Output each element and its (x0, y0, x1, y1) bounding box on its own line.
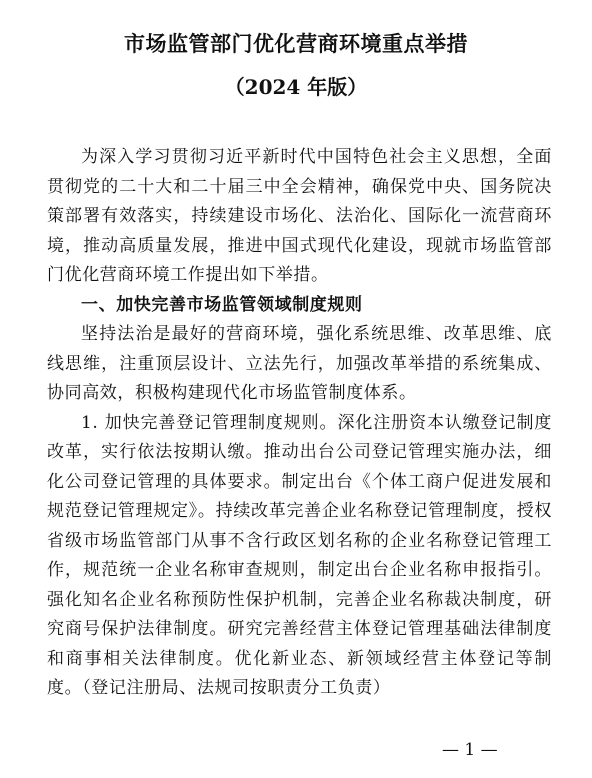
intro-paragraph: 为深入学习贯彻习近平新时代中国特色社会主义思想，全面贯彻党的二十大和二十届三中全会精神，确保党中央、国务院决策部署有效落实，持续建设市场化、法治化、国际化一流营商环境，推动高质量发展，推进中国式现代化建设，现就市场监管部门优化营商环境工作提出如下举措。 (47, 147, 552, 285)
item-1-paragraph: 1. 加快完善登记管理制度规则。深化注册资本认缴登记制度改革，实行依法按期认缴。推动出台公司登记管理实施办法，细化公司登记管理的具体要求。制定出台《个体工商户促进发展和规范登记管理规定》。持续改革完善企业名称登记管理制度，授权省级市场监管部门从事不含行政区划名称的企业名称登记管理工作，规范统一企业名称审查规则，制定出台企业名称申报指引。强化知名企业名称预防性保护机制，完善企业名称裁决制度，研究商号保护法律制度。研究完善经营主体登记管理基础法律制度和商事相关法律制度。优化新业态、新领域经营主体登记等制度。（登记注册局、法规司按职责分工负责） (47, 412, 552, 698)
section-heading-1: 一、加快完善市场监管领域制度规则 (81, 294, 363, 315)
section-1-paragraph: 坚持法治是最好的营商环境，强化系统思维、改革思维、底线思维，注重顶层设计、立法先行，加强改革举措的系统集成、协同高效，积极构建现代化市场监管制度体系。 (47, 324, 552, 403)
document-subtitle: （2024 年版） (224, 75, 368, 99)
document-title: 市场监管部门优化营商环境重点举措 (124, 31, 468, 56)
page-number: — 1 — (442, 740, 498, 760)
document-body (47, 143, 552, 704)
